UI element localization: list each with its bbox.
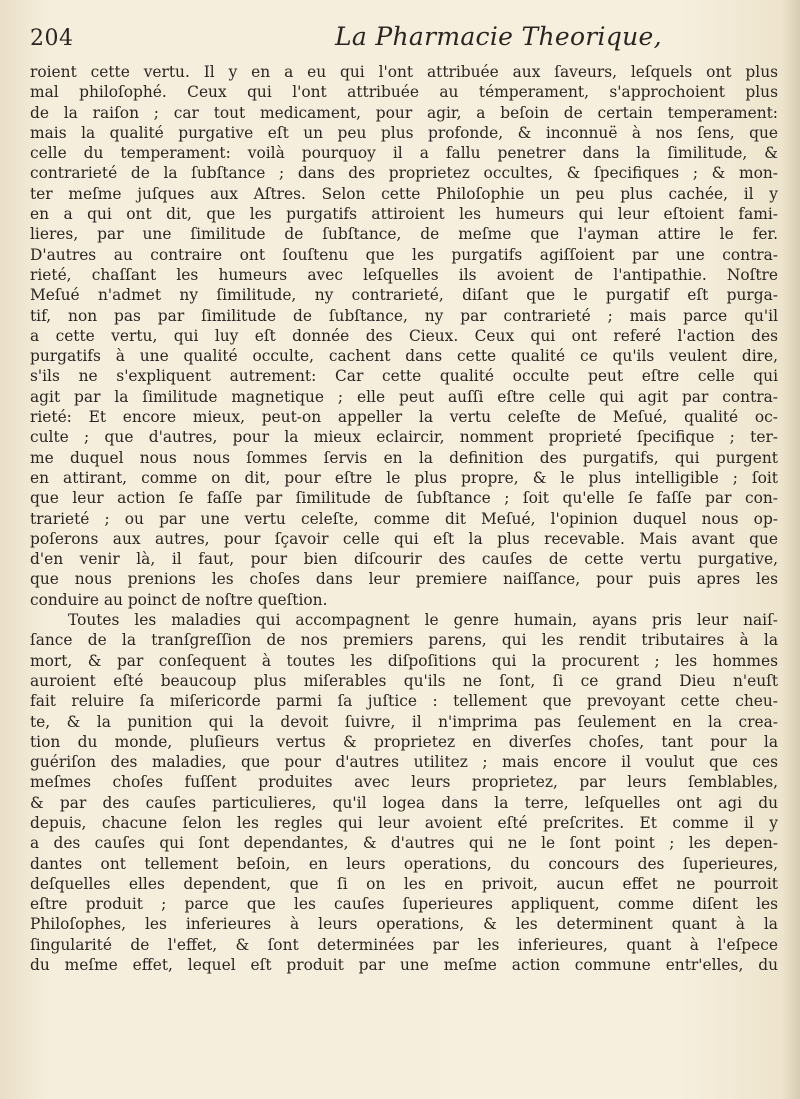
text-line: s'ils ne s'expliquent autrement: Car cette qualité occulte peut eſtre celle qui bbox=[30, 367, 778, 386]
text-line: ſance de la tranſgreſſion de nos premiers parens, qui les rendit tributaires à la bbox=[30, 631, 778, 650]
text-line: me duquel nous nous ſommes ſervis en la definition des purgatifs, qui purgent bbox=[30, 448, 778, 467]
running-title: La Pharmacie Theorique, bbox=[335, 22, 662, 51]
text-line: en a qui ont dit, que les purgatifs attiroient les humeurs qui leur eſtoient fami- bbox=[30, 205, 778, 224]
text-line: ſingularité de l'effet, & ſont determinées par les inferieures, quant à l'eſpece bbox=[30, 935, 778, 954]
text-line: depuis, chacune ſelon les regles qui leur avoient eſté preſcrites. Et comme il y bbox=[30, 813, 778, 832]
text-line: deſquelles elles dependent, que ſi on les en privoit, aucun effet ne pourroit bbox=[30, 874, 778, 893]
text-line: que nous prenions les choſes dans leur premiere naiſſance, pour puis apres les bbox=[30, 570, 778, 589]
text-line: mais la qualité purgative eſt un peu plus profonde, & inconnuë à nos ſens, que bbox=[30, 123, 778, 142]
page-number: 204 bbox=[30, 26, 74, 51]
text-line: mort, & par conſequent à toutes les diſpoſitions qui la procurent ; les hommes bbox=[30, 651, 778, 670]
text-line: de la raiſon ; car tout medicament, pour agir, a beſoin de certain temperament: bbox=[30, 103, 778, 122]
text-line: roient cette vertu. Il y en a eu qui l'ont attribuée aux ſaveurs, leſquels ont plus bbox=[30, 63, 778, 81]
text-line: a des cauſes qui ſont dependantes, & d'autres qui ne le ſont point ; les depen- bbox=[30, 834, 778, 853]
text-line: lieres, par une ſimilitude de ſubſtance, de meſme que l'ayman attire le fer. bbox=[30, 225, 778, 244]
text-line: guériſon des maladies, que pour d'autres utilitez ; mais encore il voulut que ces bbox=[30, 753, 778, 772]
text-line: eſtre produit ; parce que les cauſes ſuperieures appliquent, comme diſent les bbox=[30, 895, 778, 914]
text-line: te, & la punition qui la devoit ſuivre, il n'imprima pas ſeulement en la crea- bbox=[30, 712, 778, 731]
text-line: ter meſme juſques aux Aſtres. Selon cette Philoſophie un peu plus cachée, il y bbox=[30, 184, 778, 203]
page-edge-shadow bbox=[782, 0, 800, 1099]
text-line: Philoſophes, les inferieures à leurs operations, & les determinent quant à la bbox=[30, 915, 778, 934]
text-line: D'autres au contraire ont ſouſtenu que les purgatifs agiſſoient par une contra- bbox=[30, 245, 778, 264]
text-line: du meſme effet, lequel eſt produit par une meſme action commune entr'elles, du bbox=[30, 956, 778, 975]
text-line: culte ; que d'autres, pour la mieux eclaircir, nomment proprieté ſpecifique ; ter- bbox=[30, 428, 778, 447]
body-text bbox=[30, 62, 778, 975]
text-line: & par des cauſes particulieres, qu'il logea dans la terre, leſquelles ont agi du bbox=[30, 793, 778, 812]
text-line: rieté: Et encore mieux, peut-on appeller la vertu celeſte de Meſué, qualité oc- bbox=[30, 408, 778, 427]
text-line: tion du monde, pluſieurs vertus & proprietez en diverſes choſes, tant pour la bbox=[30, 732, 778, 751]
text-line: conduire au poinct de noſtre queſtion. bbox=[30, 590, 328, 609]
text-line: agit par la ſimilitude magnetique ; elle peut auſſi eſtre celle qui agit par contra- bbox=[30, 387, 778, 406]
text-line: a cette vertu, qui luy eſt donnée des Cieux. Ceux qui ont referé l'action des bbox=[30, 326, 778, 345]
text-line: poſerons aux autres, pour ſçavoir celle qui eſt la plus recevable. Mais avant que bbox=[30, 529, 778, 548]
page-header bbox=[30, 16, 778, 56]
text-line: meſmes choſes fuſſent produites avec leurs proprietez, par leurs ſemblables, bbox=[30, 773, 778, 792]
text-line: purgatifs à une qualité occulte, cachent dans cette qualité ce qu'ils veulent dire, bbox=[30, 347, 778, 366]
text-line: contrarieté de la ſubſtance ; dans des proprietez occultes, & ſpecifiques ; & mon- bbox=[30, 164, 778, 183]
text-line: en attirant, comme on dit, pour eſtre le plus propre, & le plus intelligible ; ſoit bbox=[30, 468, 778, 487]
text-line: Toutes les maladies qui accompagnent le genre humain, ayans pris leur naiſ- bbox=[68, 611, 778, 630]
text-line: celle du temperament: voilà pourquoy il a fallu penetrer dans la ſimilitude, & bbox=[30, 144, 778, 163]
text-line: dantes ont tellement beſoin, en leurs operations, du concours des ſuperieures, bbox=[30, 854, 778, 873]
text-line: mal philoſophé. Ceux qui l'ont attribuée au témperament, s'approchoient plus bbox=[30, 83, 778, 102]
text-line: auroient eſté beaucoup plus miſerables qu'ils ne ſont, ſi ce grand Dieu n'euſt bbox=[30, 671, 778, 690]
text-line: trarieté ; ou par une vertu celeſte, comme dit Meſué, l'opinion duquel nous op- bbox=[30, 509, 778, 528]
text-line: que leur action ſe faſſe par ſimilitude de ſubſtance ; ſoit qu'elle ſe faſſe par con- bbox=[30, 489, 778, 508]
text-line: tif, non pas par ſimilitude de ſubſtance, ny par contrarieté ; mais parce qu'il bbox=[30, 306, 778, 325]
text-line: Meſué n'admet ny ſimilitude, ny contrarieté, diſant que le purgatif eſt purga- bbox=[30, 286, 778, 305]
text-line: d'en venir là, il faut, pour bien diſcourir des cauſes de cette vertu purgative, bbox=[30, 550, 778, 569]
text-line: fait reluire ſa miſericorde parmi ſa juſtice : tellement que prevoyant cette cheu- bbox=[30, 692, 778, 711]
text-line: rieté, chaſſant les humeurs avec leſquelles ils avoient de l'antipathie. Noſtre bbox=[30, 265, 778, 284]
